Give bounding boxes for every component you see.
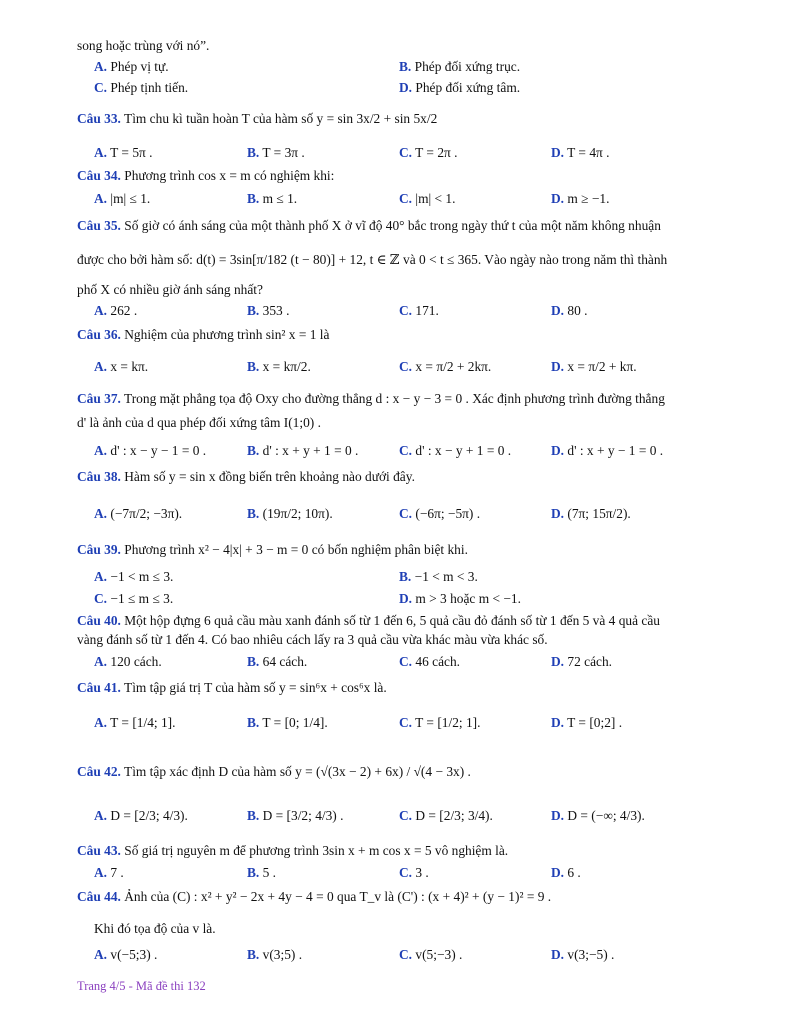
q39-option-d: D. m > 3 hoặc m < −1. [399, 591, 521, 606]
question-37: Câu 37. Trong mặt phẳng tọa độ Oxy cho đường thẳng d : x − y − 3 = 0 . Xác định phương trình đường thẳng [77, 391, 665, 406]
question-42: Câu 42. Tìm tập xác định D của hàm số y = (√(3x − 2) + 6x) / √(4 − 3x) . [77, 764, 471, 779]
question-34: Câu 34. Phương trình cos x = m có nghiệm khi: [77, 168, 335, 183]
q34-option-d: D. m ≥ −1. [551, 191, 610, 206]
q42-option-a: A. D = [2/3; 4/3). [94, 808, 188, 823]
question-36: Câu 36. Nghiệm của phương trình sin² x = 1 là [77, 327, 330, 342]
q38-option-b: B. (19π/2; 10π). [247, 506, 333, 521]
q35-option-c: C. 171. [399, 303, 439, 318]
question-33: Câu 33. Tìm chu kì tuần hoàn T của hàm số y = sin 3x/2 + sin 5x/2 [77, 111, 438, 126]
question-44-line-2: Khi đó tọa độ của v là. [94, 921, 216, 936]
question-35: Câu 35. Số giờ có ánh sáng của một thành phố X ở vĩ độ 40° bắc trong ngày thứ t của một năm không nhuận [77, 218, 661, 233]
q37-option-a: A. d' : x − y − 1 = 0 . [94, 443, 207, 458]
question-continuation: song hoặc trùng với nó”. [77, 38, 210, 53]
question-40: Câu 40. Một hộp đựng 6 quả cầu màu xanh đánh số từ 1 đến 6, 5 quả cầu đỏ đánh số từ 1 đến 5 và 4 quả cầu [77, 613, 660, 628]
question-43: Câu 43. Số giá trị nguyên m để phương trình 3sin x + m cos x = 5 vô nghiệm là. [77, 843, 509, 858]
question-41: Câu 41. Tìm tập giá trị T của hàm số y = sin⁶x + cos⁶x là. [77, 680, 387, 695]
q39-option-b: B. −1 < m < 3. [399, 569, 478, 584]
q36-option-b: B. x = kπ/2. [247, 359, 311, 374]
question-38: Câu 38. Hàm số y = sin x đồng biến trên khoảng nào dưới đây. [77, 469, 415, 484]
q40-option-b: B. 64 cách. [247, 654, 308, 669]
q37-option-b: B. d' : x + y + 1 = 0 . [247, 443, 359, 458]
q39-option-a: A. −1 < m ≤ 3. [94, 569, 174, 584]
q35-option-b: B. 353 . [247, 303, 290, 318]
q44-option-b: B. v(3;5) . [247, 947, 303, 962]
q43-option-a: A. 7 . [94, 865, 124, 880]
q38-option-a: A. (−7π/2; −3π). [94, 506, 183, 521]
question-40-line-2: vàng đánh số từ 1 đến 4. Có bao nhiêu cách lấy ra 3 quả cầu vừa khác màu vừa khác số. [77, 632, 548, 647]
q35-option-d: D. 80 . [551, 303, 588, 318]
question-35-line-2: được cho bởi hàm số: d(t) = 3sin[π/182 (t − 80)] + 12, t ∈ ℤ và 0 < t ≤ 365. Vào ngày nào trong năm thì thành [77, 252, 668, 267]
question-35-line-3: phố X có nhiều giờ ánh sáng nhất? [77, 282, 263, 297]
q40-option-a: A. 120 cách. [94, 654, 162, 669]
q40-option-d: D. 72 cách. [551, 654, 613, 669]
q33-option-b: B. T = 3π . [247, 145, 305, 160]
q42-option-c: C. D = [2/3; 3/4). [399, 808, 493, 823]
q41-option-a: A. T = [1/4; 1]. [94, 715, 176, 730]
option-c: C. Phép tịnh tiến. [94, 80, 189, 95]
q43-option-b: B. 5 . [247, 865, 277, 880]
q40-option-c: C. 46 cách. [399, 654, 461, 669]
q37-option-c: C. d' : x − y + 1 = 0 . [399, 443, 512, 458]
option-d: D. Phép đối xứng tâm. [399, 80, 521, 95]
q41-option-b: B. T = [0; 1/4]. [247, 715, 328, 730]
q43-option-d: D. 6 . [551, 865, 581, 880]
question-37-line-2: d' là ảnh của d qua phép đối xứng tâm I(1;0) . [77, 415, 321, 430]
q38-option-c: C. (−6π; −5π) . [399, 506, 481, 521]
option-b: B. Phép đối xứng trục. [399, 59, 521, 74]
q39-option-c: C. −1 ≤ m ≤ 3. [94, 591, 174, 606]
q34-option-b: B. m ≤ 1. [247, 191, 298, 206]
q33-option-c: C. T = 2π . [399, 145, 458, 160]
q44-option-a: A. v(−5;3) . [94, 947, 158, 962]
q43-option-c: C. 3 . [399, 865, 429, 880]
q41-option-d: D. T = [0;2] . [551, 715, 623, 730]
question-39: Câu 39. Phương trình x² − 4|x| + 3 − m = 0 có bốn nghiệm phân biệt khi. [77, 542, 468, 557]
q33-option-d: D. T = 4π . [551, 145, 610, 160]
q35-option-a: A. 262 . [94, 303, 138, 318]
q34-option-a: A. |m| ≤ 1. [94, 191, 151, 206]
q36-option-a: A. x = kπ. [94, 359, 149, 374]
page-footer: Trang 4/5 - Mã đề thi 132 [77, 979, 206, 993]
q34-option-c: C. |m| < 1. [399, 191, 456, 206]
q44-option-d: D. v(3;−5) . [551, 947, 615, 962]
q42-option-b: B. D = [3/2; 4/3) . [247, 808, 344, 823]
q33-option-a: A. T = 5π . [94, 145, 153, 160]
q37-option-d: D. d' : x + y − 1 = 0 . [551, 443, 664, 458]
q44-option-c: C. v(5;−3) . [399, 947, 463, 962]
q36-option-c: C. x = π/2 + 2kπ. [399, 359, 492, 374]
q42-option-d: D. D = (−∞; 4/3). [551, 808, 645, 823]
question-44: Câu 44. Ảnh của (C) : x² + y² − 2x + 4y − 4 = 0 qua T_v là (C') : (x + 4)² + (y − 1)² = 9 . [77, 889, 552, 904]
q41-option-c: C. T = [1/2; 1]. [399, 715, 481, 730]
q36-option-d: D. x = π/2 + kπ. [551, 359, 637, 374]
option-a: A. Phép vị tự. [94, 59, 169, 74]
q38-option-d: D. (7π; 15π/2). [551, 506, 631, 521]
